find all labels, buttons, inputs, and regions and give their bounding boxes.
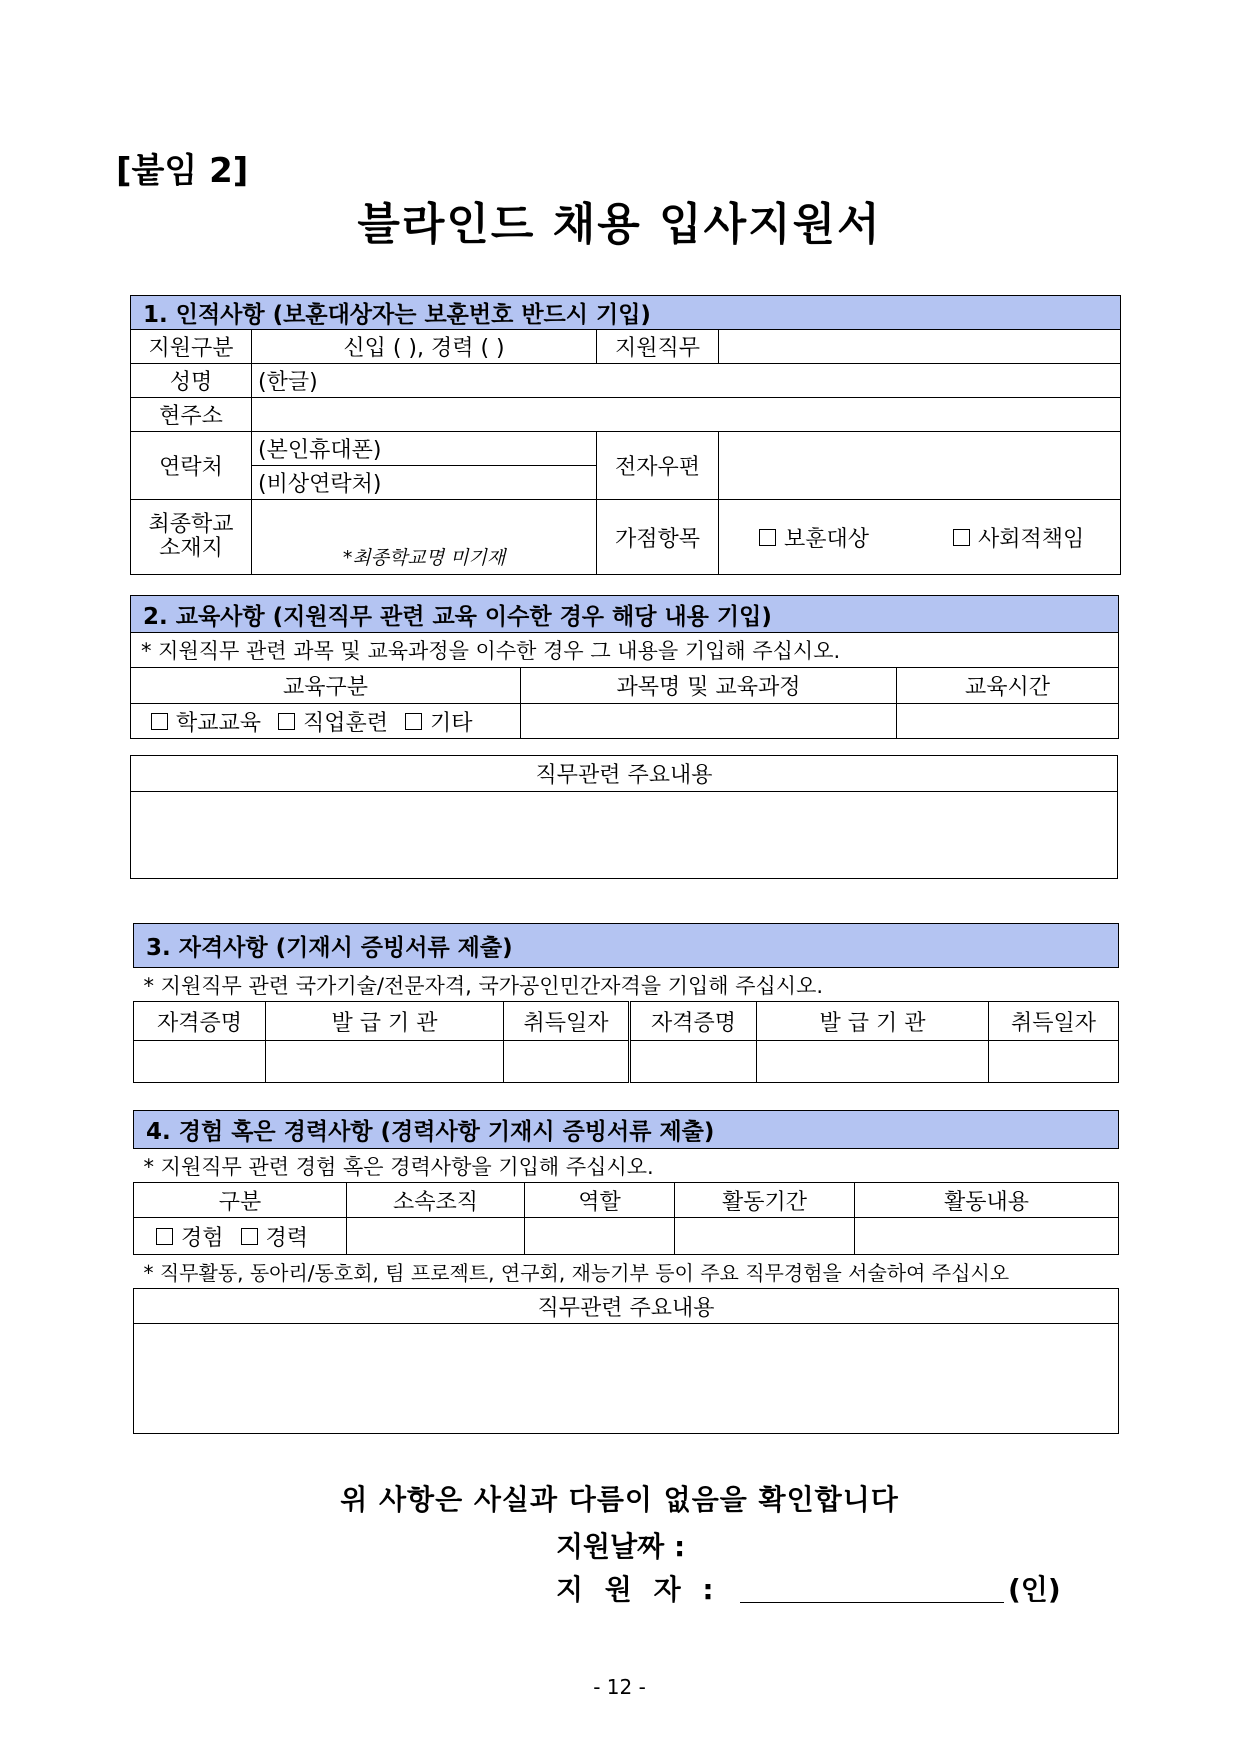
section-personal-info (130, 295, 1121, 575)
contact-label: 연락처 (131, 432, 252, 500)
edu-type-options (131, 704, 521, 739)
exp-period-header: 활동기간 (675, 1183, 855, 1218)
cert-issuer-field-2[interactable] (757, 1041, 989, 1083)
bonus-social-checkbox[interactable] (953, 529, 970, 546)
edu-hours-field[interactable] (897, 704, 1119, 739)
cert-name-field-1[interactable] (134, 1041, 266, 1083)
exp-career-checkbox[interactable] (241, 1228, 258, 1245)
exp-role-field[interactable] (525, 1218, 675, 1255)
exp-type-header: 구분 (134, 1183, 347, 1218)
section-4-note: * 지원직무 관련 경험 혹은 경력사항을 기입해 주십시오. (134, 1149, 1119, 1183)
email-field[interactable] (719, 432, 1121, 500)
exp-period-field[interactable] (675, 1218, 855, 1255)
school-label-line2: 소재지 (159, 536, 223, 561)
section-3-note: * 지원직무 관련 국가기술/전문자격, 국가공인민간자격을 기입해 주십시오. (134, 968, 1119, 1002)
cert-date-field-1[interactable] (504, 1041, 630, 1083)
bonus-veteran-checkbox[interactable] (759, 529, 776, 546)
edu-vocational-label: 직업훈련 (303, 710, 389, 736)
exp-org-header: 소속조직 (347, 1183, 525, 1218)
edu-school-checkbox[interactable] (151, 713, 168, 730)
edu-main-field[interactable] (131, 792, 1118, 879)
apply-type-label: 지원구분 (131, 330, 252, 364)
education-main-content (130, 755, 1118, 879)
job-label: 지원직무 (597, 330, 719, 364)
school-hint: *최종학교명 미기재 (342, 547, 506, 569)
cert-issuer-header-2: 발 급 기 관 (757, 1002, 989, 1041)
exp-main-title: 직무관련 주요내용 (134, 1289, 1119, 1324)
section-education (130, 595, 1119, 739)
bonus-label: 가점항목 (597, 500, 719, 575)
edu-type-header: 교육구분 (131, 668, 521, 704)
section-2-header: 2. 교육사항 (지원직무 관련 교육 이수한 경우 해당 내용 기입) (131, 596, 1119, 633)
exp-type-options (134, 1218, 347, 1255)
exp-experience-checkbox[interactable] (156, 1228, 173, 1245)
name-field[interactable]: (한글) (252, 364, 1121, 398)
section-4-note-2: * 직무활동, 동아리/동호회, 팀 프로젝트, 연구회, 재능기부 등이 주요 직무경험을 서술하여 주십시오 (134, 1255, 1119, 1289)
edu-course-header: 과목명 및 교육과정 (521, 668, 897, 704)
cert-date-header-2: 취득일자 (989, 1002, 1119, 1041)
address-field[interactable] (252, 398, 1121, 432)
edu-hours-header: 교육시간 (897, 668, 1119, 704)
cert-issuer-field-1[interactable] (266, 1041, 504, 1083)
exp-main-field[interactable] (134, 1324, 1119, 1434)
section-3-header: 3. 자격사항 (기재시 증빙서류 제출) (134, 924, 1119, 968)
cert-name-field-2[interactable] (630, 1041, 757, 1083)
applicant-label: 지 원 자 : (556, 1573, 720, 1606)
exp-org-field[interactable] (347, 1218, 525, 1255)
confirmation-statement: 위 사항은 사실과 다름이 없음을 확인합니다 (340, 1483, 899, 1516)
edu-course-field[interactable] (521, 704, 897, 739)
bonus-social-label: 사회적책임 (978, 526, 1085, 552)
edu-other-checkbox[interactable] (405, 713, 422, 730)
attachment-label: [붙임 2] (116, 151, 249, 191)
section-1-header: 1. 인적사항 (보훈대상자는 보훈번호 반드시 기입) (131, 296, 1121, 330)
school-field[interactable] (252, 500, 597, 575)
edu-school-label: 학교교육 (176, 710, 262, 736)
emergency-contact-field[interactable]: (비상연락처) (252, 466, 597, 500)
edu-other-label: 기타 (430, 710, 473, 736)
section-2-note: * 지원직무 관련 과목 및 교육과정을 이수한 경우 그 내용을 기입해 주십시오. (131, 633, 1119, 668)
signature-line[interactable] (740, 1602, 1004, 1603)
exp-career-label: 경력 (265, 1225, 309, 1251)
mobile-field[interactable]: (본인휴대폰) (252, 432, 597, 466)
exp-experience-label: 경험 (181, 1225, 224, 1251)
edu-vocational-checkbox[interactable] (278, 713, 295, 730)
bonus-veteran-label: 보훈대상 (784, 526, 870, 552)
cert-issuer-header-1: 발 급 기 관 (266, 1002, 504, 1041)
email-label: 전자우편 (597, 432, 719, 500)
section-experience (133, 1110, 1119, 1434)
cert-date-header-1: 취득일자 (504, 1002, 630, 1041)
address-label: 현주소 (131, 398, 252, 432)
page-number: - 12 - (593, 1675, 646, 1699)
bonus-options (719, 500, 1121, 575)
section-4-header: 4. 경험 혹은 경력사항 (경력사항 기재시 증빙서류 제출) (134, 1111, 1119, 1149)
seal-label: (인) (1008, 1573, 1061, 1606)
school-label-line1: 최종학교 (148, 512, 234, 537)
exp-activity-field[interactable] (855, 1218, 1119, 1255)
cert-name-header-2: 자격증명 (630, 1002, 757, 1041)
job-field[interactable] (719, 330, 1121, 364)
name-label: 성명 (131, 364, 252, 398)
apply-type-field[interactable]: 신입 ( ), 경력 ( ) (252, 330, 597, 364)
exp-activity-header: 활동내용 (855, 1183, 1119, 1218)
edu-main-title: 직무관련 주요내용 (131, 756, 1118, 792)
cert-name-header-1: 자격증명 (134, 1002, 266, 1041)
section-certificates (133, 923, 1119, 1083)
exp-role-header: 역할 (525, 1183, 675, 1218)
cert-date-field-2[interactable] (989, 1041, 1119, 1083)
school-label (131, 500, 252, 575)
application-date-label: 지원날짜 : (556, 1530, 686, 1563)
page-title: 블라인드 채용 입사지원서 (357, 199, 882, 250)
